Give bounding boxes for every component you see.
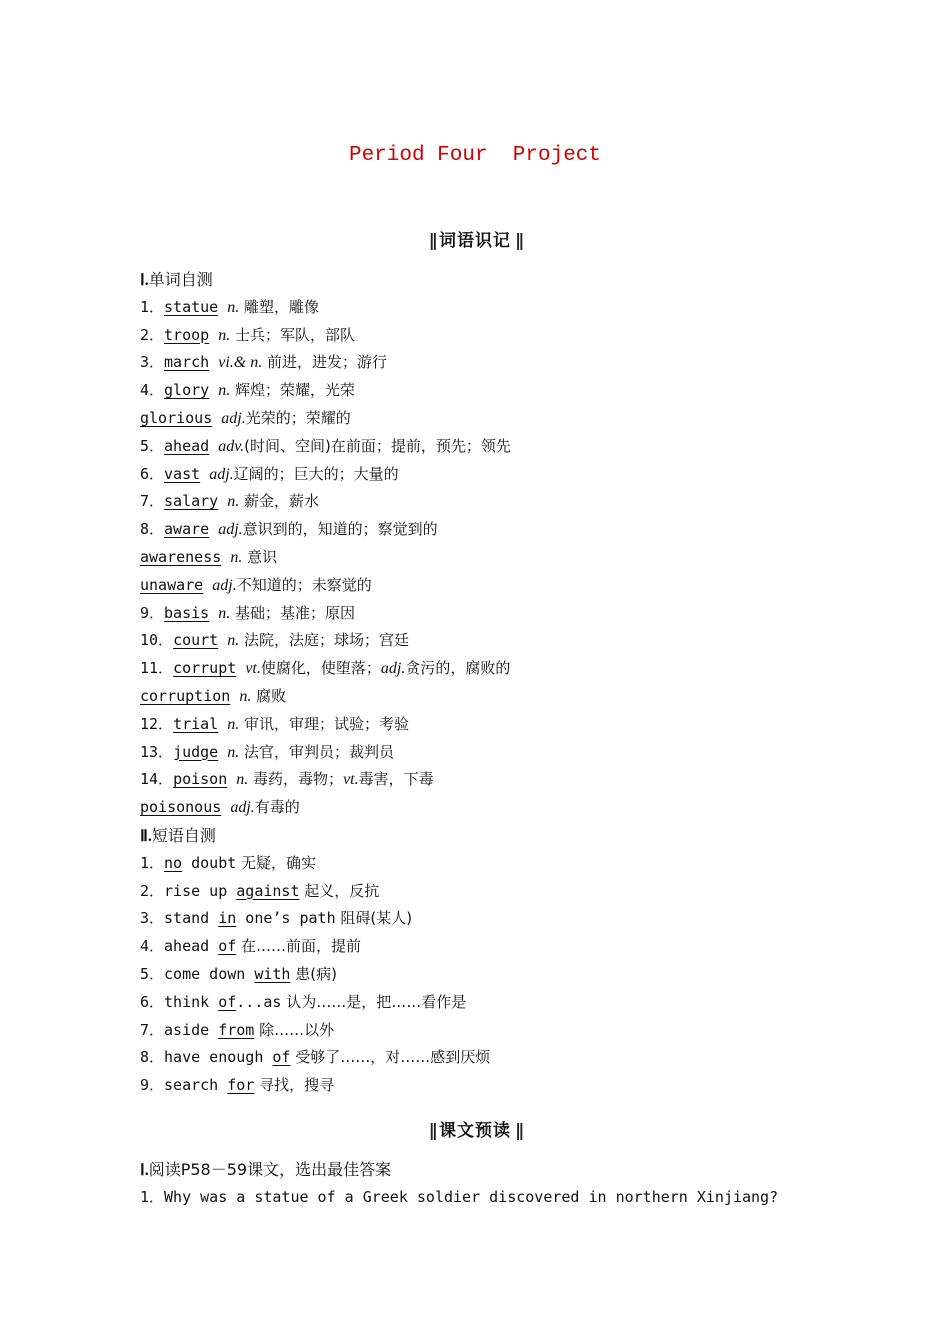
section-number: Ⅰ. (140, 272, 149, 289)
item-number: 6． (140, 992, 165, 1011)
part-of-speech: n. (227, 493, 240, 511)
phrase-text: ahead (164, 937, 219, 956)
definition: (时间、空间)在前面；提前，预先；领先 (244, 436, 511, 455)
word-item (140, 377, 860, 405)
phrase-text: aside (164, 1020, 219, 1039)
item-number: 3． (140, 353, 165, 372)
item-number: 4． (140, 381, 165, 400)
item-number: 7． (140, 1020, 165, 1039)
phrase-item (140, 878, 860, 906)
part-of-speech: n. (227, 298, 240, 316)
answer-word: of (272, 1048, 291, 1067)
item-number: 11． (140, 659, 174, 678)
word-item (140, 600, 860, 628)
definition: 受够了……，对……感到厌烦 (290, 1048, 491, 1067)
definition: 法院，法庭；球场；宫廷 (239, 631, 410, 650)
definition: 寻找，搜寻 (254, 1076, 335, 1095)
item-number: 3． (140, 909, 165, 928)
reading-subheading: Ⅰ.阅读P58－59课文，选出最佳答案 (140, 1160, 392, 1179)
part-of-speech: adj. (218, 521, 243, 539)
word-item (140, 572, 860, 600)
vocab-heading-text: 词语识记 (439, 231, 511, 251)
double-bar-icon: || (515, 1121, 522, 1141)
definition: 雕塑，雕像 (239, 297, 320, 316)
item-number: 12． (140, 714, 174, 733)
section-number: Ⅱ. (140, 827, 152, 845)
phrase-text: have enough (164, 1048, 273, 1067)
definition: 毒害，下毒 (358, 770, 434, 789)
phrase-item (140, 989, 860, 1017)
part-of-speech: adj. (212, 576, 237, 594)
phrase-text: rise up (164, 881, 237, 900)
item-number: 5． (140, 964, 165, 983)
answer-word: glory (164, 381, 210, 400)
definition: 不知道的；未察觉的 (236, 575, 372, 594)
phrase-item (140, 850, 860, 878)
word-item (140, 294, 860, 322)
answer-word: with (254, 964, 291, 983)
item-number: 5． (140, 436, 165, 455)
item-number: 9． (140, 603, 165, 622)
double-bar-icon: || (515, 231, 522, 251)
word-item (140, 766, 860, 794)
vocab-list (140, 266, 860, 1100)
phrase-item (140, 1072, 860, 1100)
section-label: 单词自测 (148, 270, 213, 289)
answer-word: basis (164, 603, 210, 622)
definition: 使腐化，使堕落； (260, 659, 381, 678)
item-number: 2． (140, 881, 165, 900)
answer-word: march (164, 353, 210, 372)
part-of-speech: adj. (209, 465, 234, 483)
section-label: 短语自测 (151, 825, 216, 845)
item-number: 10． (140, 631, 174, 650)
phrase-item (140, 1017, 860, 1045)
phrase-text: ...as (236, 992, 282, 1011)
item-number: 8． (140, 1048, 165, 1067)
part-of-speech: n. (218, 326, 231, 344)
word-item (140, 544, 860, 572)
reading-heading-text: 课文预读 (439, 1121, 511, 1141)
answer-word: poisonous (140, 798, 222, 817)
answer-word: no (164, 853, 183, 872)
answer-word: trial (173, 714, 219, 733)
answer-word: vast (164, 464, 201, 483)
definition: 阻碍(某人) (335, 909, 413, 928)
section-heading-vocab (0, 226, 950, 251)
definition: 患(病) (290, 964, 337, 983)
part-of-speech: adj. (221, 409, 246, 427)
part-of-speech: n. (218, 382, 231, 400)
answer-word: from (218, 1020, 255, 1039)
item-number: 14． (140, 770, 174, 789)
double-bar-icon: || (428, 1121, 435, 1141)
part-of-speech: n. (218, 604, 231, 622)
answer-word: for (227, 1076, 255, 1095)
answer-word: unaware (140, 575, 204, 594)
word-item (140, 461, 860, 489)
definition: 法官，审判员；裁判员 (239, 742, 395, 761)
answer-word: poison (173, 770, 228, 789)
definition: 贪污的，腐败的 (405, 659, 511, 678)
words-subheading (140, 266, 860, 294)
answer-word: salary (164, 492, 219, 511)
part-of-speech: n. (236, 771, 249, 789)
word-item (140, 516, 860, 544)
answer-word: of (218, 992, 237, 1011)
definition: 士兵；军队，部队 (230, 325, 355, 344)
answer-word: corruption (140, 686, 231, 705)
definition: 有毒的 (254, 798, 300, 817)
part-of-speech: vt. (245, 660, 261, 678)
answer-word: ahead (164, 436, 210, 455)
answer-word: troop (164, 325, 210, 344)
item-number: 6． (140, 464, 165, 483)
word-item (140, 349, 860, 377)
section-heading-reading (0, 1116, 950, 1141)
page-title: Period Four Project (348, 144, 602, 167)
definition: 除……以外 (254, 1020, 335, 1039)
answer-word: aware (164, 520, 210, 539)
word-item (140, 655, 860, 683)
answer-word: awareness (140, 547, 222, 566)
word-item (140, 683, 860, 711)
definition: 薪金，薪水 (239, 492, 320, 511)
answer-word: corrupt (173, 659, 237, 678)
definition: 意识到的，知道的；察觉到的 (242, 520, 438, 539)
definition: 腐败 (251, 686, 287, 705)
part-of-speech: adj. (230, 799, 255, 817)
question-1: 1．Why was a statue of a Greek soldier discovered in northern Xinjiang? (140, 1187, 779, 1206)
definition: 无疑，确实 (236, 853, 317, 872)
definition: 辽阔的；巨大的；大量的 (233, 464, 399, 483)
definition: 毒药，毒物； (248, 770, 344, 789)
word-item (140, 488, 860, 516)
phrase-item (140, 1044, 860, 1072)
item-number: 9． (140, 1076, 165, 1095)
phrase-text: come down (164, 964, 255, 983)
word-item (140, 794, 860, 822)
item-number: 1． (140, 853, 165, 872)
definition: 在……前面，提前 (236, 937, 362, 956)
part-of-speech: n. (227, 715, 240, 733)
answer-word: statue (164, 297, 219, 316)
phrase-item (140, 961, 860, 989)
reading-section (140, 1156, 860, 1212)
double-bar-icon: || (428, 231, 435, 251)
part-of-speech: n. (227, 632, 240, 650)
item-number: 8． (140, 520, 165, 539)
word-item (140, 405, 860, 433)
answer-word: in (218, 909, 237, 928)
definition: 前进，进发；游行 (262, 353, 387, 372)
item-number: 1． (140, 297, 165, 316)
item-number: 7． (140, 492, 165, 511)
answer-word: court (173, 631, 219, 650)
item-number: 2． (140, 325, 165, 344)
part-of-speech: n. (239, 687, 252, 705)
phrases-subheading (140, 822, 860, 850)
phrase-text: stand (164, 909, 219, 928)
part-of-speech: n. (230, 548, 243, 566)
word-item (140, 739, 860, 767)
answer-word: against (236, 881, 300, 900)
phrase-item (140, 905, 860, 933)
part-of-speech: vi.& n. (218, 354, 263, 372)
item-number: 4． (140, 937, 165, 956)
answer-word: of (218, 937, 237, 956)
word-item (140, 627, 860, 655)
word-item (140, 322, 860, 350)
part-of-speech: n. (227, 743, 240, 761)
part-of-speech: adv. (218, 437, 245, 455)
word-item (140, 433, 860, 461)
phrase-text: doubt (182, 853, 237, 872)
definition: 辉煌；荣耀，光荣 (230, 381, 355, 400)
phrase-text: think (164, 992, 219, 1011)
part-of-speech: vt. (343, 771, 359, 789)
phrase-item (140, 933, 860, 961)
phrase-text: search (164, 1076, 228, 1095)
definition: 认为……是，把……看作是 (281, 992, 467, 1011)
word-item (140, 711, 860, 739)
definition: 起义，反抗 (299, 881, 380, 900)
definition: 审讯，审理；试验；考验 (239, 714, 410, 733)
answer-word: judge (173, 742, 219, 761)
item-number: 13． (140, 742, 174, 761)
definition: 基础；基准；原因 (230, 603, 355, 622)
definition: 意识 (242, 547, 278, 566)
answer-word: glorious (140, 408, 213, 427)
phrase-text: one’s path (236, 909, 336, 928)
part-of-speech: adj. (380, 660, 406, 678)
definition: 光荣的；荣耀的 (245, 408, 351, 427)
